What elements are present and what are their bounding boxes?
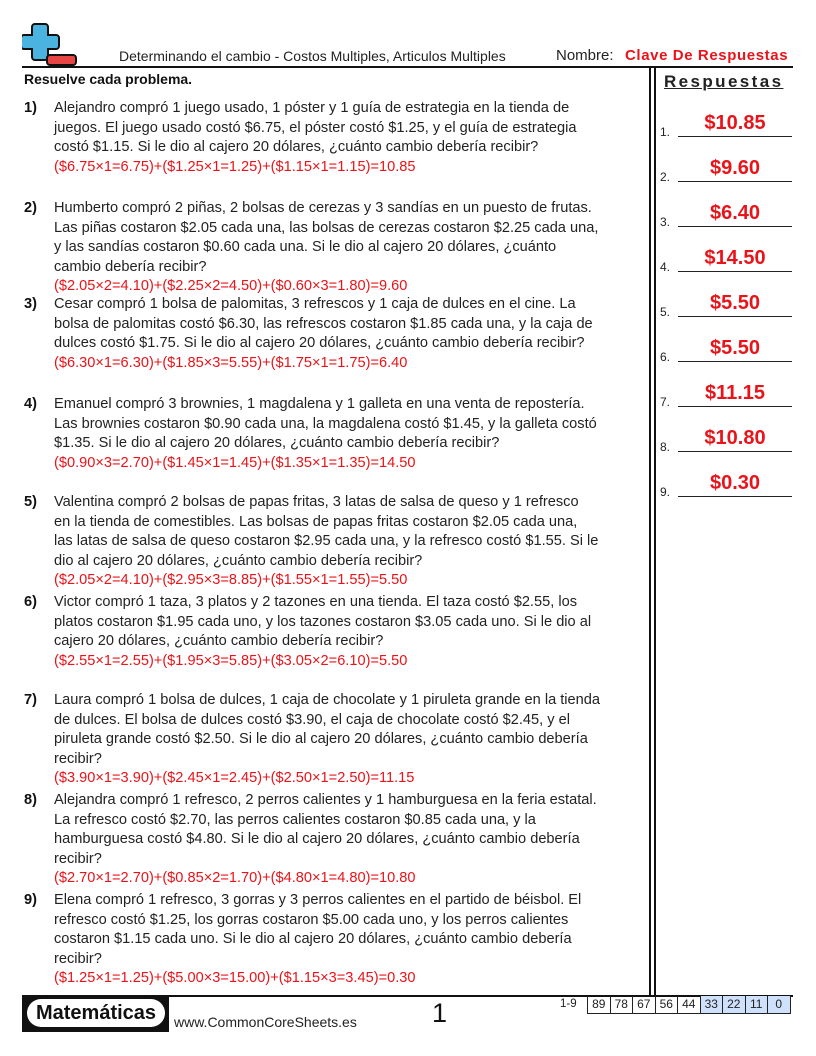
problem-text-line: La refresco costó $2.70, las perros calientes costaron $0.85 cada una, y la	[54, 811, 536, 828]
answer-value: $10.80	[704, 427, 766, 449]
problem-7	[24, 691, 648, 789]
problem-1	[24, 99, 648, 177]
answer-value: $14.50	[704, 247, 766, 269]
problem-text-line: Humberto compró 2 piñas, 2 bolsas de cerezas y 3 sandías en un puesto de frutas.	[54, 200, 592, 216]
column-divider	[649, 68, 656, 996]
score-cell: 78	[610, 996, 633, 1013]
problem-number: 1)	[24, 100, 37, 116]
problem-text-line: $1.35. Si le dio al cajero 20 dólares, ¿cuánto cambio debería recibir?	[54, 435, 500, 452]
answer-line	[678, 181, 792, 182]
problem-text-line: Alejandra compró 1 refresco, 2 perros calientes y 1 hamburguesa en la feria estatal.	[54, 792, 597, 808]
answer-value: $5.50	[709, 292, 761, 314]
problem-solution: ($6.75×1=6.75)+($1.25×1=1.25)+($1.15×1=1.15)=10.85	[54, 158, 416, 175]
answer-row-4	[660, 240, 800, 276]
problem-solution: ($2.70×1=2.70)+($0.85×2=1.70)+($4.80×1=4.80)=10.80	[54, 870, 416, 887]
header-divider	[22, 66, 793, 68]
score-cell: 33	[700, 996, 723, 1013]
problem-text-line: dio al cajero 20 dólares, ¿cuánto cambio debería recibir?	[54, 552, 423, 569]
problem-text	[54, 395, 648, 454]
problem-4	[24, 395, 648, 473]
brand-badge	[22, 996, 169, 1032]
problem-text-line: piruleta grande costó $2.50. Si le dio al cajero 20 dólares, ¿cuánto cambio debería	[54, 731, 588, 748]
answer-row-9	[660, 465, 800, 501]
problem-number: 2)	[24, 200, 37, 216]
problem-solution: ($6.30×1=6.30)+($1.85×3=5.55)+($1.75×1=1.75)=6.40	[54, 354, 408, 371]
problem-text	[54, 199, 648, 277]
problem-text-line: costaron $1.15 cada uno. Si le dio al cajero 20 dólares, ¿cuánto cambio debería	[54, 931, 572, 948]
problem-number: 4)	[24, 396, 37, 412]
score-cell: 56	[655, 996, 678, 1013]
problem-text	[54, 295, 648, 354]
answer-line	[678, 406, 792, 407]
site-url: www.CommonCoreSheets.es	[174, 1014, 357, 1030]
answer-number: 6.	[660, 350, 671, 364]
answer-value: $9.60	[709, 157, 761, 179]
score-cell: 67	[632, 996, 655, 1013]
brand-label: Matemáticas	[27, 999, 165, 1027]
problem-5	[24, 493, 648, 591]
problem-solution: ($3.90×1=3.90)+($2.45×1=2.45)+($2.50×1=2.50)=11.15	[54, 770, 415, 787]
problem-text	[54, 493, 648, 571]
answer-row-6	[660, 330, 800, 366]
score-cell: 11	[745, 996, 768, 1013]
score-cell: 0	[767, 996, 790, 1013]
plus-minus-logo-icon	[22, 22, 78, 68]
problem-number: 7)	[24, 692, 37, 708]
problem-text-line: y las sandías costaron $0.60 cada una. Si le dio al cajero 20 dólares, ¿cuánto	[54, 239, 557, 256]
score-cell: 22	[722, 996, 745, 1013]
answer-value: $10.85	[704, 112, 766, 134]
problem-text-line: bolsa de palomitas costó $6.30, las refrescos costaron $1.85 cada una, y la caja de	[54, 315, 593, 332]
problem-text-line: recibir?	[54, 850, 102, 867]
worksheet-title: Determinando el cambio - Costos Multiples, Articulos Multiples	[119, 48, 506, 64]
answer-value: $11.15	[704, 382, 766, 404]
problem-number: 3)	[24, 296, 37, 312]
score-table	[587, 996, 791, 1014]
problem-text-line: cajero 20 dólares, ¿cuánto cambio debería recibir?	[54, 633, 384, 650]
answer-row-8	[660, 420, 800, 456]
answer-number: 2.	[660, 170, 671, 184]
answer-number: 9.	[660, 485, 671, 499]
problem-number: 5)	[24, 494, 37, 510]
problem-6	[24, 593, 648, 671]
answer-row-5	[660, 285, 800, 321]
answer-number: 5.	[660, 305, 671, 319]
answer-line	[678, 271, 792, 272]
answer-line	[678, 451, 792, 452]
problem-text	[54, 99, 648, 158]
answer-value: $5.50	[709, 337, 761, 359]
problem-number: 9)	[24, 892, 37, 908]
problem-2	[24, 199, 648, 297]
answer-number: 3.	[660, 215, 671, 229]
answer-number: 8.	[660, 440, 671, 454]
score-cell: 89	[592, 997, 606, 1011]
problem-solution: ($2.05×2=4.10)+($2.95×3=8.85)+($1.55×1=1.55)=5.50	[54, 572, 408, 589]
score-cell: 44	[677, 996, 700, 1013]
problem-text-line: Elena compró 1 refresco, 3 gorras y 3 perros calientes en el partido de béisbol. El	[54, 892, 582, 908]
answer-value: $0.30	[709, 472, 761, 494]
problem-solution: ($2.55×1=2.55)+($1.95×3=5.85)+($3.05×2=6.10)=5.50	[54, 652, 408, 669]
answer-row-3	[660, 195, 800, 231]
score-range-label: 1-9	[560, 998, 577, 1010]
problem-text	[54, 593, 648, 652]
answer-line	[678, 226, 792, 227]
problem-solution: ($2.05×2=4.10)+($2.25×2=4.50)+($0.60×3=1.80)=9.60	[54, 278, 408, 295]
problem-text-line: Victor compró 1 taza, 3 platos y 2 tazones en una tienda. El taza costó $2.55, los	[54, 594, 577, 610]
answer-number: 1.	[660, 125, 671, 139]
problem-solution: ($0.90×3=2.70)+($1.45×1=1.45)+($1.35×1=1.35)=14.50	[54, 454, 416, 471]
problem-text	[54, 691, 648, 769]
problem-text-line: de dulces. El bolsa de dulces costó $3.90, el caja de chocolate costó $2.45, y el	[54, 711, 570, 728]
problem-text-line: hamburguesa costó $4.80. Si le dio al cajero 20 dólares, ¿cuánto cambio debería	[54, 831, 580, 848]
problem-text-line: Emanuel compró 3 brownies, 1 magdalena y 1 galleta en una venta de repostería.	[54, 396, 585, 412]
answer-number: 7.	[660, 395, 671, 409]
problem-text-line: costó $1.15. Si le dio al cajero 20 dólares, ¿cuánto cambio debería recibir?	[54, 139, 539, 156]
answer-value: $6.40	[709, 202, 761, 224]
answer-line	[678, 496, 792, 497]
problem-3	[24, 295, 648, 373]
answer-line	[678, 316, 792, 317]
answers-title: Respuestas	[664, 72, 784, 91]
problem-text-line: las latas de salsa de queso costaron $2.95 cada una, y la refresco costó $1.55. Si le	[54, 533, 599, 550]
problem-number: 6)	[24, 594, 37, 610]
problem-text-line: Las piñas costaron $2.05 cada una, las bolsas de cerezas costaron $2.25 cada una,	[54, 219, 599, 236]
problem-text-line: cambio debería recibir?	[54, 258, 207, 275]
problem-text-line: refresco costó $1.25, los gorras costaron $5.00 cada uno, y los perros calientes	[54, 911, 569, 928]
answer-number: 4.	[660, 260, 671, 274]
problem-text-line: juegos. El juego usado costó $6.75, el póster costó $1.25, y el guía de estrategia	[54, 119, 577, 136]
problem-text-line: recibir?	[54, 750, 102, 767]
problem-number: 8)	[24, 792, 37, 808]
answer-row-1	[660, 105, 800, 141]
problem-text-line: Valentina compró 2 bolsas de papas fritas, 3 latas de salsa de queso y 1 refresco	[54, 494, 579, 510]
problem-text-line: en la tienda de comestibles. Las bolsas de papas fritas costaron $2.05 cada una,	[54, 513, 578, 530]
problem-text-line: recibir?	[54, 950, 102, 967]
problem-text-line: Alejandro compró 1 juego usado, 1 póster y 1 guía de estrategia en la tienda de	[54, 100, 570, 116]
problem-text-line: Las brownies costaron $0.90 cada una, la magdalena costó $1.45, y la galleta costó	[54, 415, 597, 432]
instructions: Resuelve cada problema.	[24, 71, 193, 87]
problem-text	[54, 891, 648, 969]
problem-text-line: Cesar compró 1 bolsa de palomitas, 3 refrescos y 1 caja de dulces en el cine. La	[54, 296, 576, 312]
problem-text-line: platos costaron $1.95 cada uno, y los tazones costaron $3.05 cada uno. Si le dio al	[54, 613, 592, 630]
problem-text-line: Laura compró 1 bolsa de dulces, 1 caja de chocolate y 1 piruleta grande en la tienda	[54, 692, 601, 708]
problem-text	[54, 791, 648, 869]
problem-8	[24, 791, 648, 889]
problem-solution: ($1.25×1=1.25)+($5.00×3=15.00)+($1.15×3=3.45)=0.30	[54, 970, 416, 987]
name-label: Nombre:	[556, 47, 614, 64]
problem-9	[24, 891, 648, 989]
page-number: 1	[432, 998, 448, 1028]
answer-row-2	[660, 150, 800, 186]
answer-row-7	[660, 375, 800, 411]
answer-line	[678, 136, 792, 137]
answer-line	[678, 361, 792, 362]
problem-text-line: dulces costó $1.75. Si le dio al cajero 20 dólares, ¿cuánto cambio debería recibir?	[54, 335, 585, 352]
name-value: Clave De Respuestas	[625, 47, 789, 64]
